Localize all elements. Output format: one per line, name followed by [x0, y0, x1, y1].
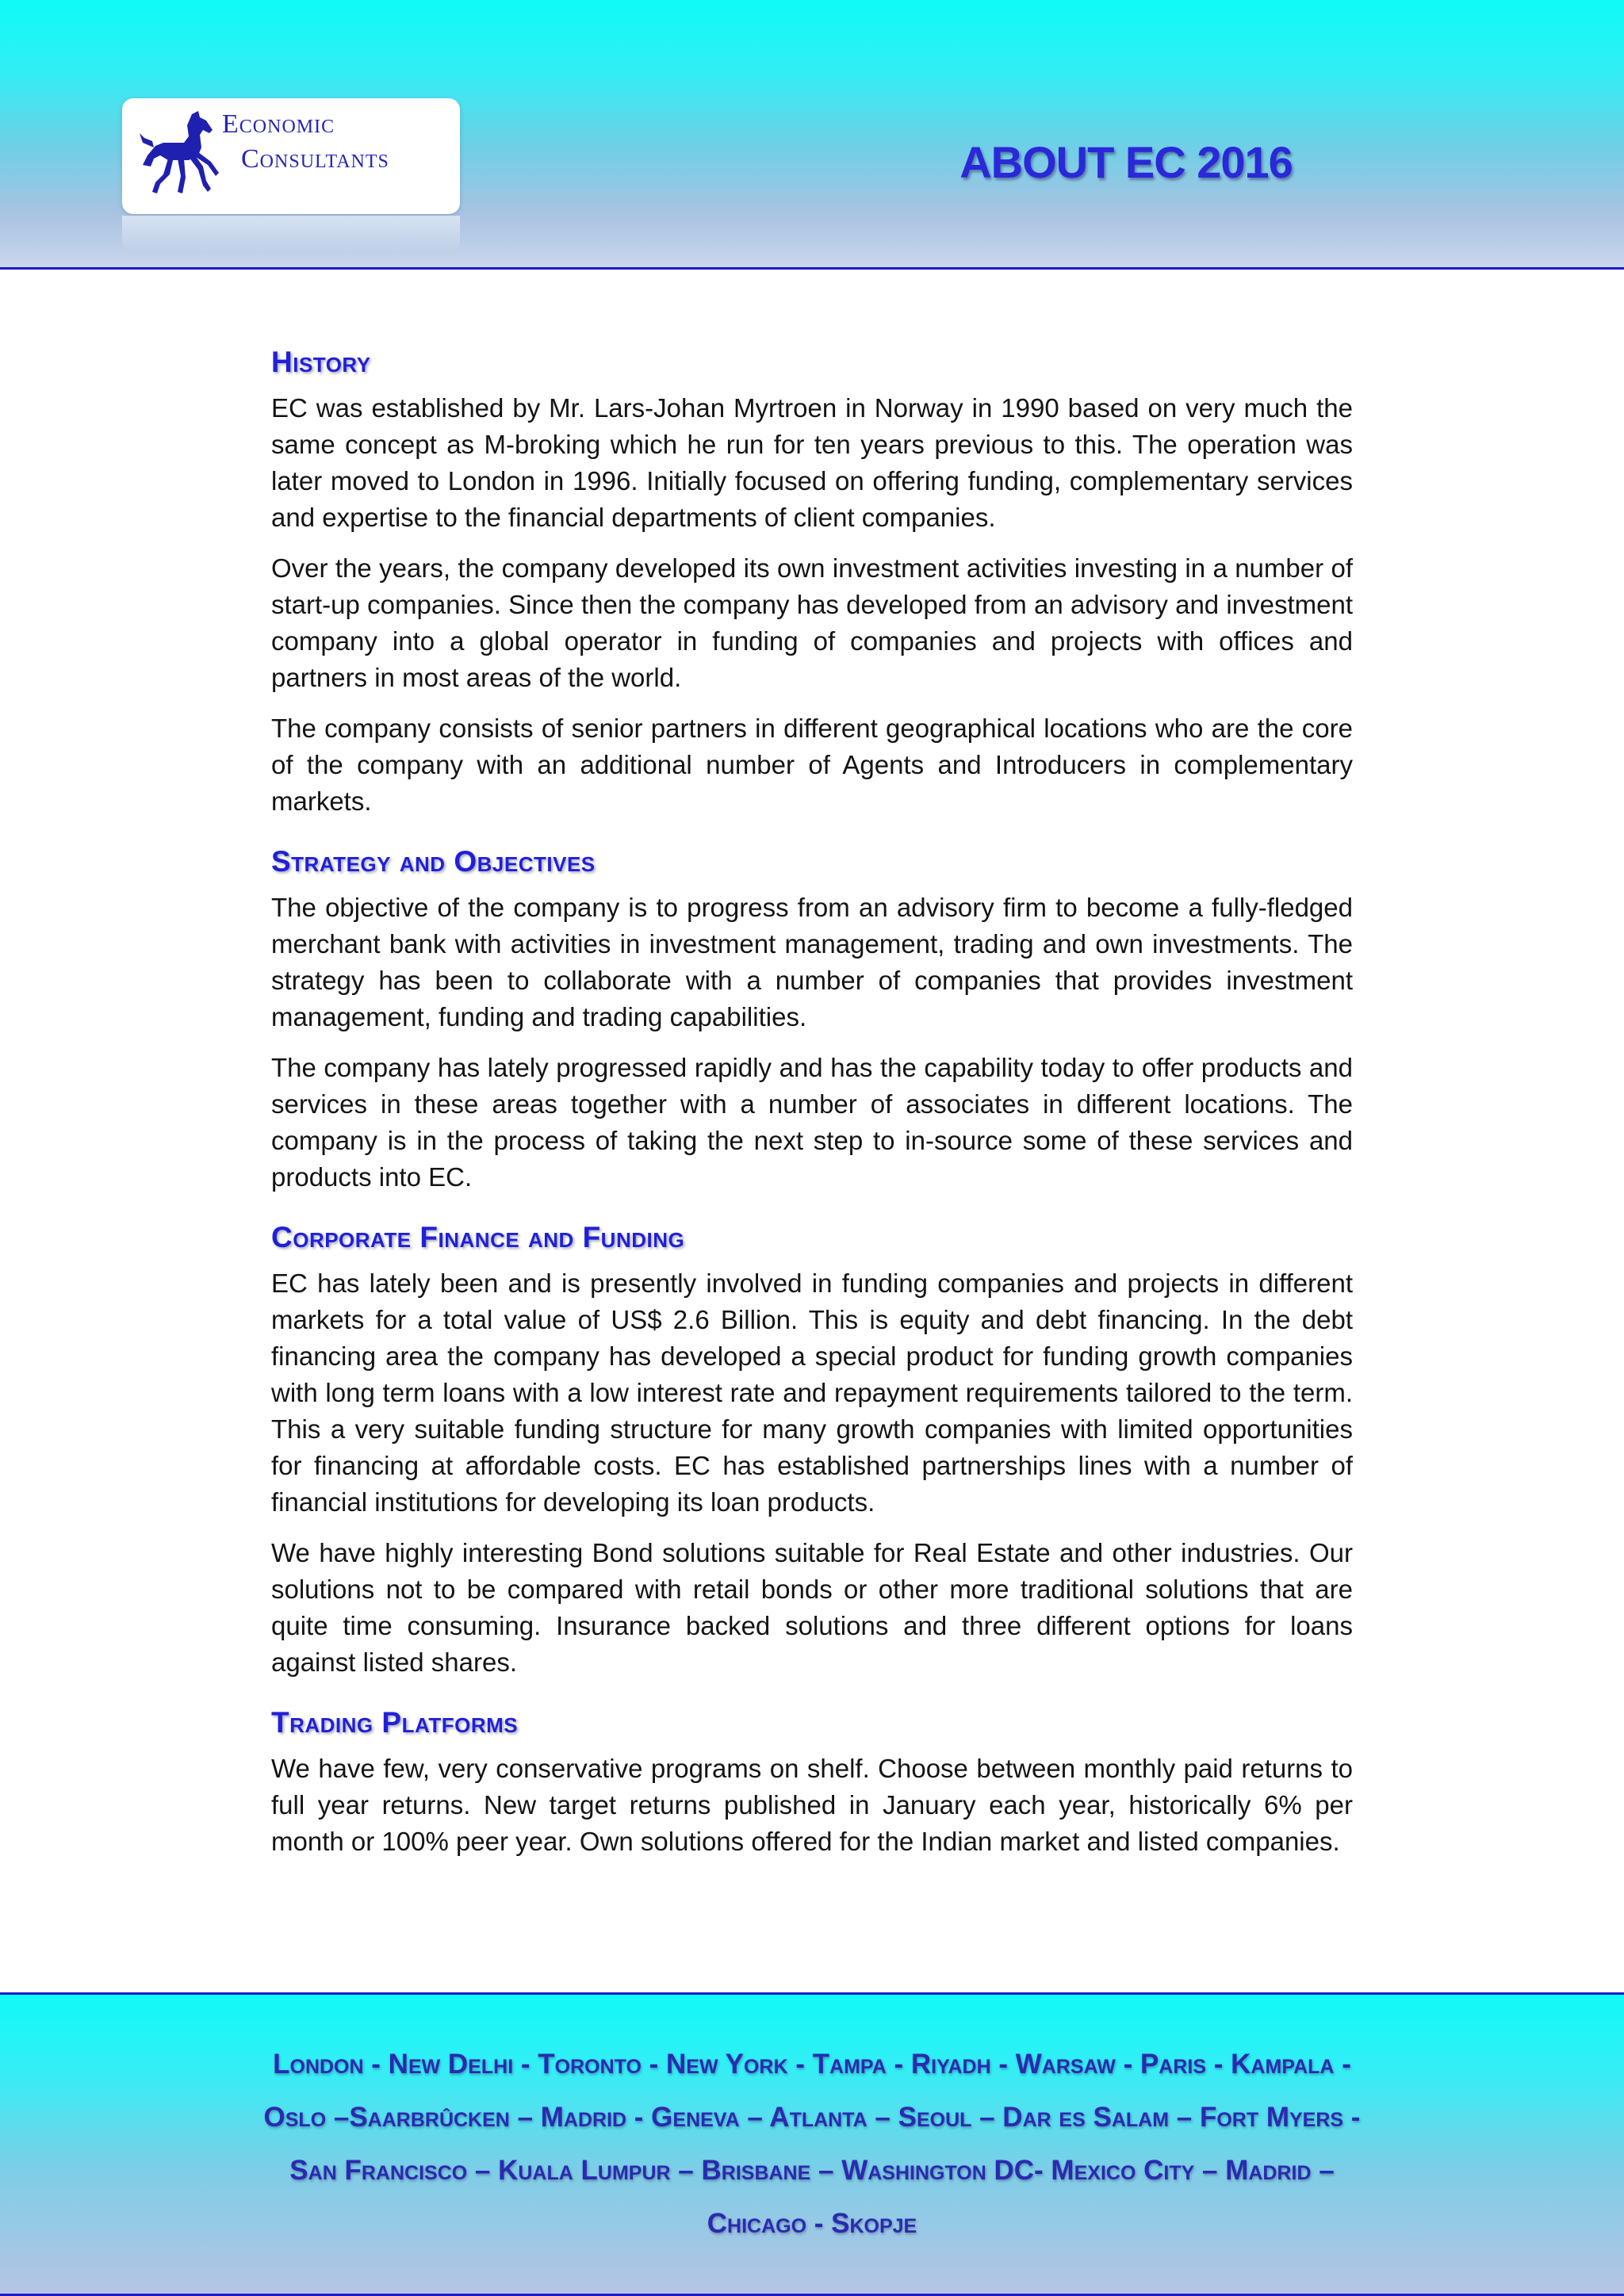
section-strategy	[271, 845, 1353, 1196]
paragraph: The objective of the company is to progress from an advisory firm to become a fully-fledged merchant bank with activities in investment management, trading and own investments. The strategy has been to collaborate with a number of companies that provides investment management, funding and trading capabilities.	[271, 893, 1353, 1031]
paragraph: EC was established by Mr. Lars-Johan Myrtroen in Norway in 1990 based on very much the same concept as M-broking which he run for ten years previous to this. The operation was later moved to London in 1996. Initially focused on offering funding, complementary services and expertise to the financial departments of client companies.	[271, 393, 1353, 532]
section-history	[271, 346, 1353, 820]
section-heading: Corporate Finance and Funding	[271, 1221, 685, 1253]
logo-text-line2: Consultants	[241, 144, 389, 174]
office-cities-list: London - New Delhi - Toronto - New York - Tampa - Riyadh - Warsaw - Paris - Kampala - Oslo –Saarbrûcken – Madrid - Geneva – Atlanta – Seoul – Dar es Salam – Fort Myers - San Francisco – Kuala Lumpur – Brisbane – Washington DC- Mexico City – Madrid – Chicago - Skopje	[263, 2049, 1361, 2239]
paragraph: Over the years, the company developed its own investment activities investing in a number of start-up companies. Since then the company has developed from an advisory and investment company into a global operator in funding of companies and projects with offices and partners in most areas of the world.	[271, 553, 1353, 692]
paragraph: We have few, very conservative programs on shelf. Choose between monthly paid returns to full year returns. New target returns published in January each year, historically 6% per month or 100% peer year. Own solutions offered for the Indian market and listed companies.	[271, 1754, 1353, 1856]
main-content	[271, 346, 1353, 1885]
paragraph: We have highly interesting Bond solutions suitable for Real Estate and other industries. Our solutions not to be compared with retail bonds or other more traditional solutions that are quite time consuming. Insurance backed solutions and three different options for loans against listed shares.	[271, 1538, 1353, 1677]
header-banner	[0, 0, 1624, 270]
paragraph: The company consists of senior partners in different geographical locations who are the core of the company with an additional number of Agents and Introducers in complementary markets.	[271, 714, 1353, 816]
page-title: ABOUT EC 2016	[959, 137, 1293, 187]
section-corporate-finance	[271, 1221, 1353, 1681]
section-trading-platforms	[271, 1706, 1353, 1860]
footer-banner	[0, 1992, 1624, 2296]
logo-text-line1: Economic	[222, 109, 335, 139]
section-heading: Trading Platforms	[271, 1706, 519, 1739]
company-logo	[122, 98, 460, 214]
section-heading: Strategy and Objectives	[271, 845, 596, 878]
section-heading: History	[271, 346, 371, 378]
paragraph: EC has lately been and is presently involved in funding companies and projects in different markets for a total value of US$ 2.6 Billion. This is equity and debt financing. In the debt financing area the company has developed a special product for funding growth companies with long term loans with a low interest rate and repayment requirements tailored to the term. This a very suitable funding structure for many growth companies with limited opportunities for financing at affordable costs. EC has established partnerships lines with a number of financial institutions for developing its loan products.	[271, 1269, 1353, 1517]
paragraph: The company has lately progressed rapidly and has the capability today to offer products and services in these areas together with a number of associates in different locations. The company is in the process of taking the next step to in-source some of these services and products into EC.	[271, 1053, 1353, 1192]
logo-reflection	[122, 216, 460, 252]
horse-icon	[136, 109, 227, 203]
